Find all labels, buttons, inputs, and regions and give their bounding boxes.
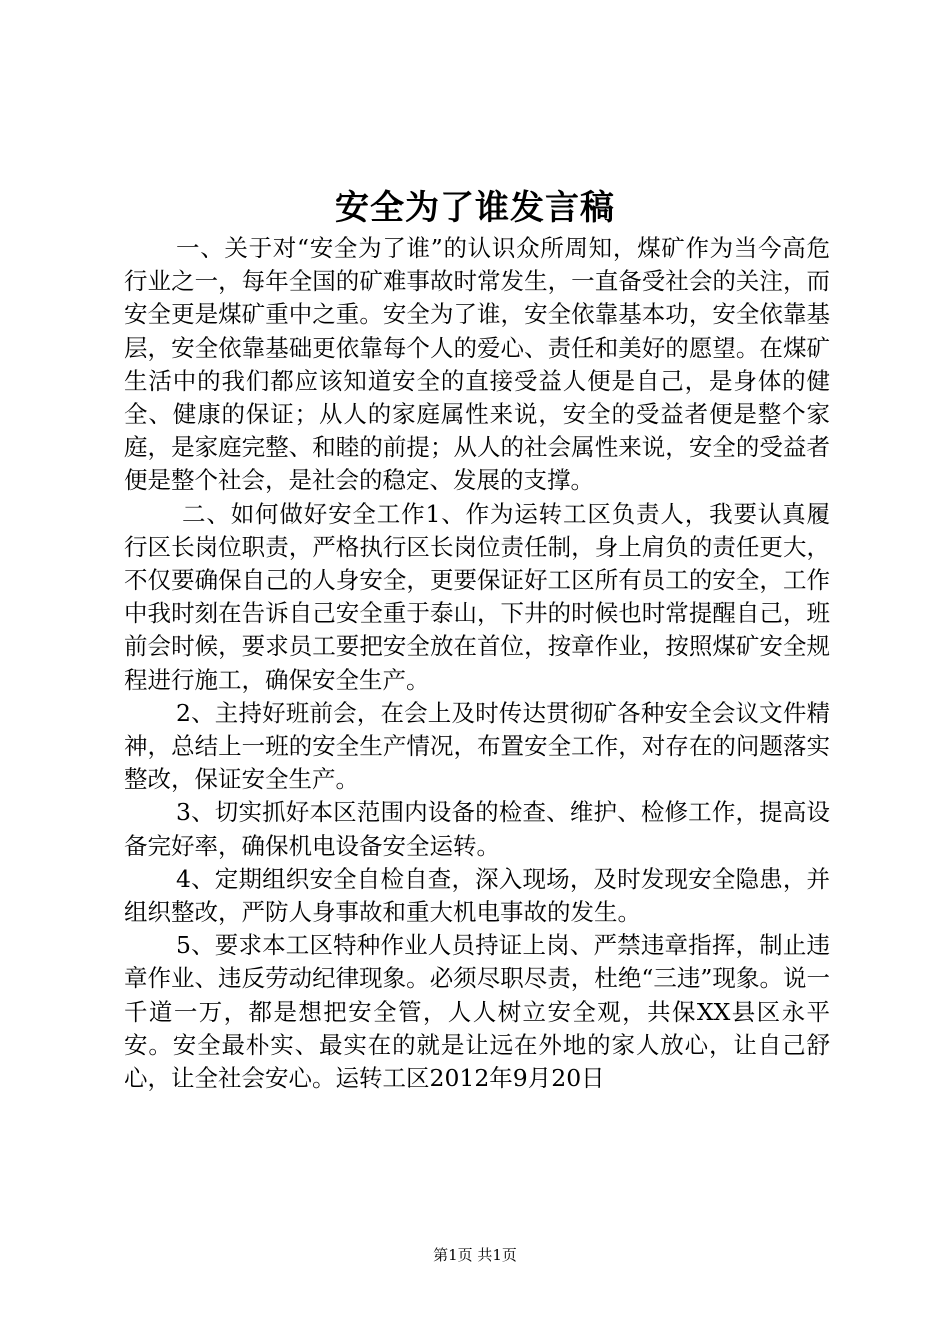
paragraph-2: 二、如何做好安全工作1、作为运转工区负责人，我要认真履行区长岗位职责，严格执行区长岗位责任制，身上肩负的责任更大，不仅要确保自己的人身安全，更要保证好工区所有员工的安全，工作中我时刻在告诉自己安全重于泰山，下井的时候也时常提醒自己，班前会时候，要求员工要把安全放在首位，按章作业，按照煤矿安全规程进行施工，确保安全生产。 [124,499,830,694]
paragraph-6: 5、要求本工区特种作业人员持证上岗、严禁违章指挥，制止违章作业、违反劳动纪律现象。必须尽职尽责，杜绝“三违”现象。说一千道一万，都是想把安全管，人人树立安全观，共保XX县区永平安。安全最朴实、最实在的就是让远在外地的家人放心，让自己舒心，让全社会安心。运转工区2012年9月20日 [124,931,830,1093]
page-footer: 第1页 共1页 [433,1246,517,1264]
document-title: 安全为了谁发言稿 [335,188,615,228]
paragraph-1: 一、关于对“安全为了谁”的认识众所周知，煤矿作为当今高危行业之一，每年全国的矿难事故时常发生，一直备受社会的关注，而安全更是煤矿重中之重。安全为了谁，安全依靠基本功，安全依靠基层，安全依靠基础更依靠每个人的爱心、责任和美好的愿望。在煤矿生活中的我们都应该知道安全的直接受益人便是自己，是身体的健全、健康的保证；从人的家庭属性来说，安全的受益者便是整个家庭，是家庭完整、和睦的前提；从人的社会属性来说，安全的受益者便是整个社会，是社会的稳定、发展的支撑。 [124,234,830,495]
paragraph-3: 2、主持好班前会，在会上及时传达贯彻矿各种安全会议文件精神，总结上一班的安全生产情况，布置安全工作，对存在的问题落实整改，保证安全生产。 [124,698,830,794]
document-body [124,232,830,1095]
paragraph-4: 3、切实抓好本区范围内设备的检查、维护、检修工作，提高设备完好率，确保机电设备安全运转。 [124,798,830,860]
paragraph-5: 4、定期组织安全自检自查，深入现场，及时发现安全隐患，并组织整改，严防人身事故和重大机电事故的发生。 [124,864,830,927]
